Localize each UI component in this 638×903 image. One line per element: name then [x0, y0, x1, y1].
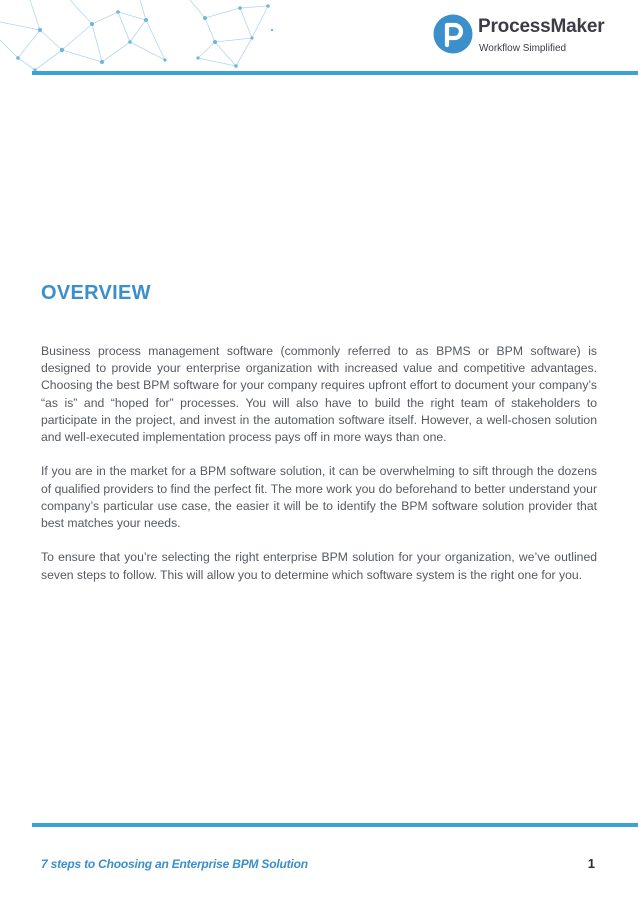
brand-name: ProcessMaker [478, 16, 605, 37]
overview-body [41, 343, 597, 601]
header-divider [32, 71, 638, 75]
footer-document-title: 7 steps to Choosing an Enterprise BPM Solution [41, 857, 308, 871]
page-number: 1 [587, 856, 595, 871]
network-graph-decoration [0, 0, 290, 75]
paragraph: To ensure that you’re selecting the right enterprise BPM solution for your organization, we’ve outlined seven steps to follow. This will allow you to determine which software system is the right one for you. [41, 550, 597, 582]
processmaker-p-logo-icon [433, 14, 473, 54]
footer-divider [32, 823, 638, 827]
brand-tagline: Workflow Simplified [479, 43, 567, 54]
processmaker-logo [433, 14, 613, 56]
paragraph: If you are in the market for a BPM software solution, it can be overwhelming to sift through the dozens of qualified providers to find the perfect fit. The more work you do beforehand to better understand your company’s particular use case, the easier it will be to identify the BPM software solution provider that best matches your needs. [41, 464, 597, 531]
section-title: OVERVIEW [41, 282, 151, 304]
paragraph: Business process management software (commonly referred to as BPMS or BPM software) is designed to provide your enterprise organization with increased value and competitive advantages. Choosing the best BPM software for your company requires upfront effort to document your company’s “as is” and “hoped for” processes. You will also have to build the right team of stakeholders to participate in the project, and invest in the automation software itself. However, a well-chosen solution and well-executed implementation process pays off in more ways than one. [41, 344, 597, 445]
